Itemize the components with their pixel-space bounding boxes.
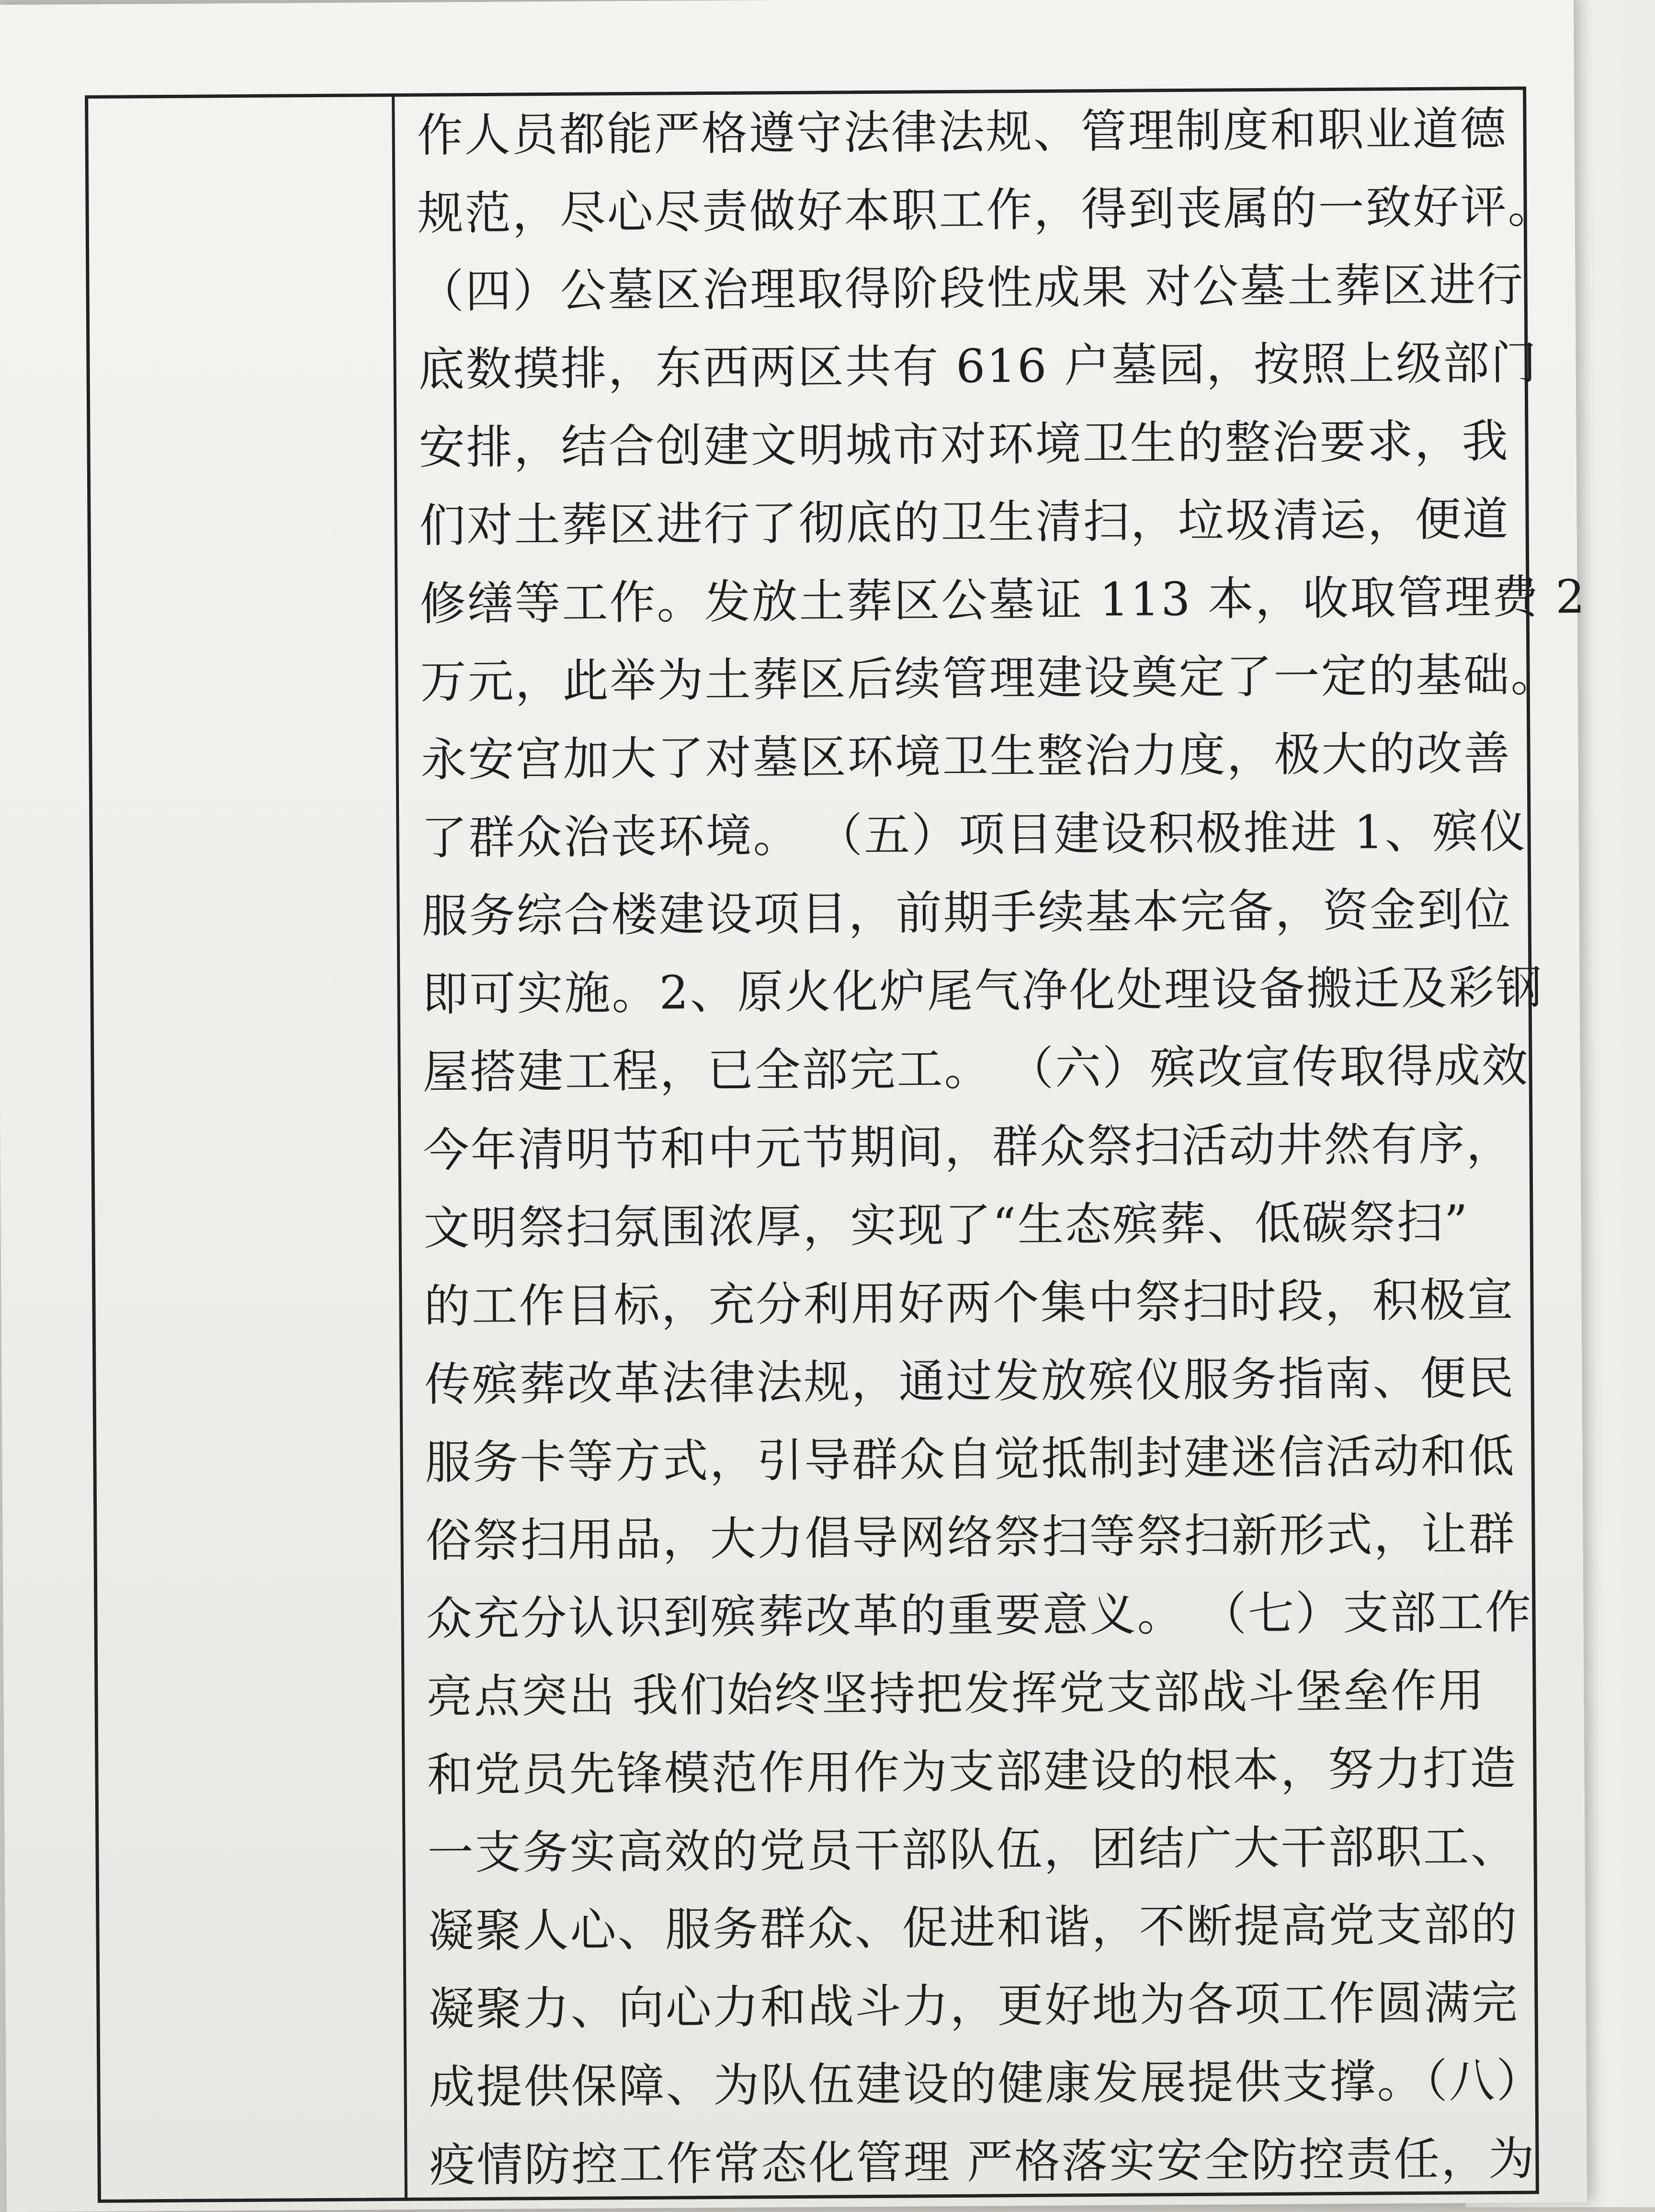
- table-content-cell: [397, 90, 1587, 2198]
- text-line: 众充分认识到殡葬改革的重要意义。 （七）支部工作: [426, 1585, 1533, 1646]
- text-line: 屋搭建工程，已全部完工。 （六）殡改宣传取得成效: [422, 1038, 1530, 1099]
- text-line: 修缮等工作。发放土葬区公墓证 113 本，收取管理费 2: [419, 570, 1587, 631]
- text-line: 作人员都能严格遵守法律法规、管理制度和职业道德: [417, 102, 1508, 162]
- text-line: 们对土葬区进行了彻底的卫生清扫，垃圾清运，便道: [419, 492, 1510, 553]
- text-line: 的工作目标，充分利用好两个集中祭扫时段，积极宣: [424, 1273, 1515, 1334]
- text-line: 疫情防控工作常态化管理 严格落实安全防控责任，为: [429, 2132, 1536, 2192]
- text-line: 传殡葬改革法律法规，通过发放殡仪服务指南、便民: [424, 1351, 1515, 1412]
- text-line: 文明祭扫氛围浓厚，实现了“生态殡葬、低碳祭扫”: [423, 1195, 1470, 1255]
- text-line: 底数摸排，东西两区共有 616 户墓园，按照上级部门: [418, 336, 1539, 397]
- text-line: 今年清明节和中元节期间，群众祭扫活动井然有序，: [423, 1117, 1514, 1177]
- text-line: 规范，尽心尽责做好本职工作，得到丧属的一致好评。: [417, 180, 1555, 240]
- text-line: 成提供保障、为队伍建设的健康发展提供支撑。（八）: [429, 2053, 1544, 2114]
- text-line: 安排，结合创建文明城市对环境卫生的整治要求，我: [419, 414, 1509, 475]
- text-line: 了群众治丧环境。 （五）项目建设积极推进 1、殡仪: [421, 804, 1528, 865]
- text-line: （四）公墓区治理取得阶段性成果 对公墓土葬区进行: [418, 258, 1525, 319]
- report-table: [85, 87, 1587, 2203]
- text-line: 服务综合楼建设项目，前期手续基本完备，资金到位: [421, 882, 1512, 943]
- text-line: 和党员先锋模范作用作为支部建设的根本，努力打造: [427, 1741, 1518, 1802]
- text-line: 俗祭扫用品，大力倡导网络祭扫等祭扫新形式，让群: [425, 1507, 1516, 1568]
- text-line: 即可实施。2、原火化炉尾气净化处理设备搬迁及彩钢: [422, 960, 1543, 1021]
- text-line: 一支务实高效的党员干部队伍，团结广大干部职工、: [427, 1819, 1518, 1880]
- table-label-column: [88, 97, 408, 2200]
- text-line: 亮点突出 我们始终坚持把发挥党支部战斗堡垒作用: [426, 1664, 1486, 1724]
- text-line: 凝聚力、向心力和战斗力，更好地为各项工作圆满完: [428, 1975, 1519, 2036]
- text-line: 永安宫加大了对墓区环境卫生整治力度，极大的改善: [420, 726, 1511, 787]
- text-line: 凝聚人心、服务群众、促进和谐，不断提高党支部的: [428, 1897, 1519, 1958]
- text-line: 服务卡等方式，引导群众自觉抵制封建迷信活动和低: [425, 1429, 1516, 1490]
- text-line: 万元，此举为土葬区后续管理建设奠定了一定的基础。: [420, 648, 1558, 709]
